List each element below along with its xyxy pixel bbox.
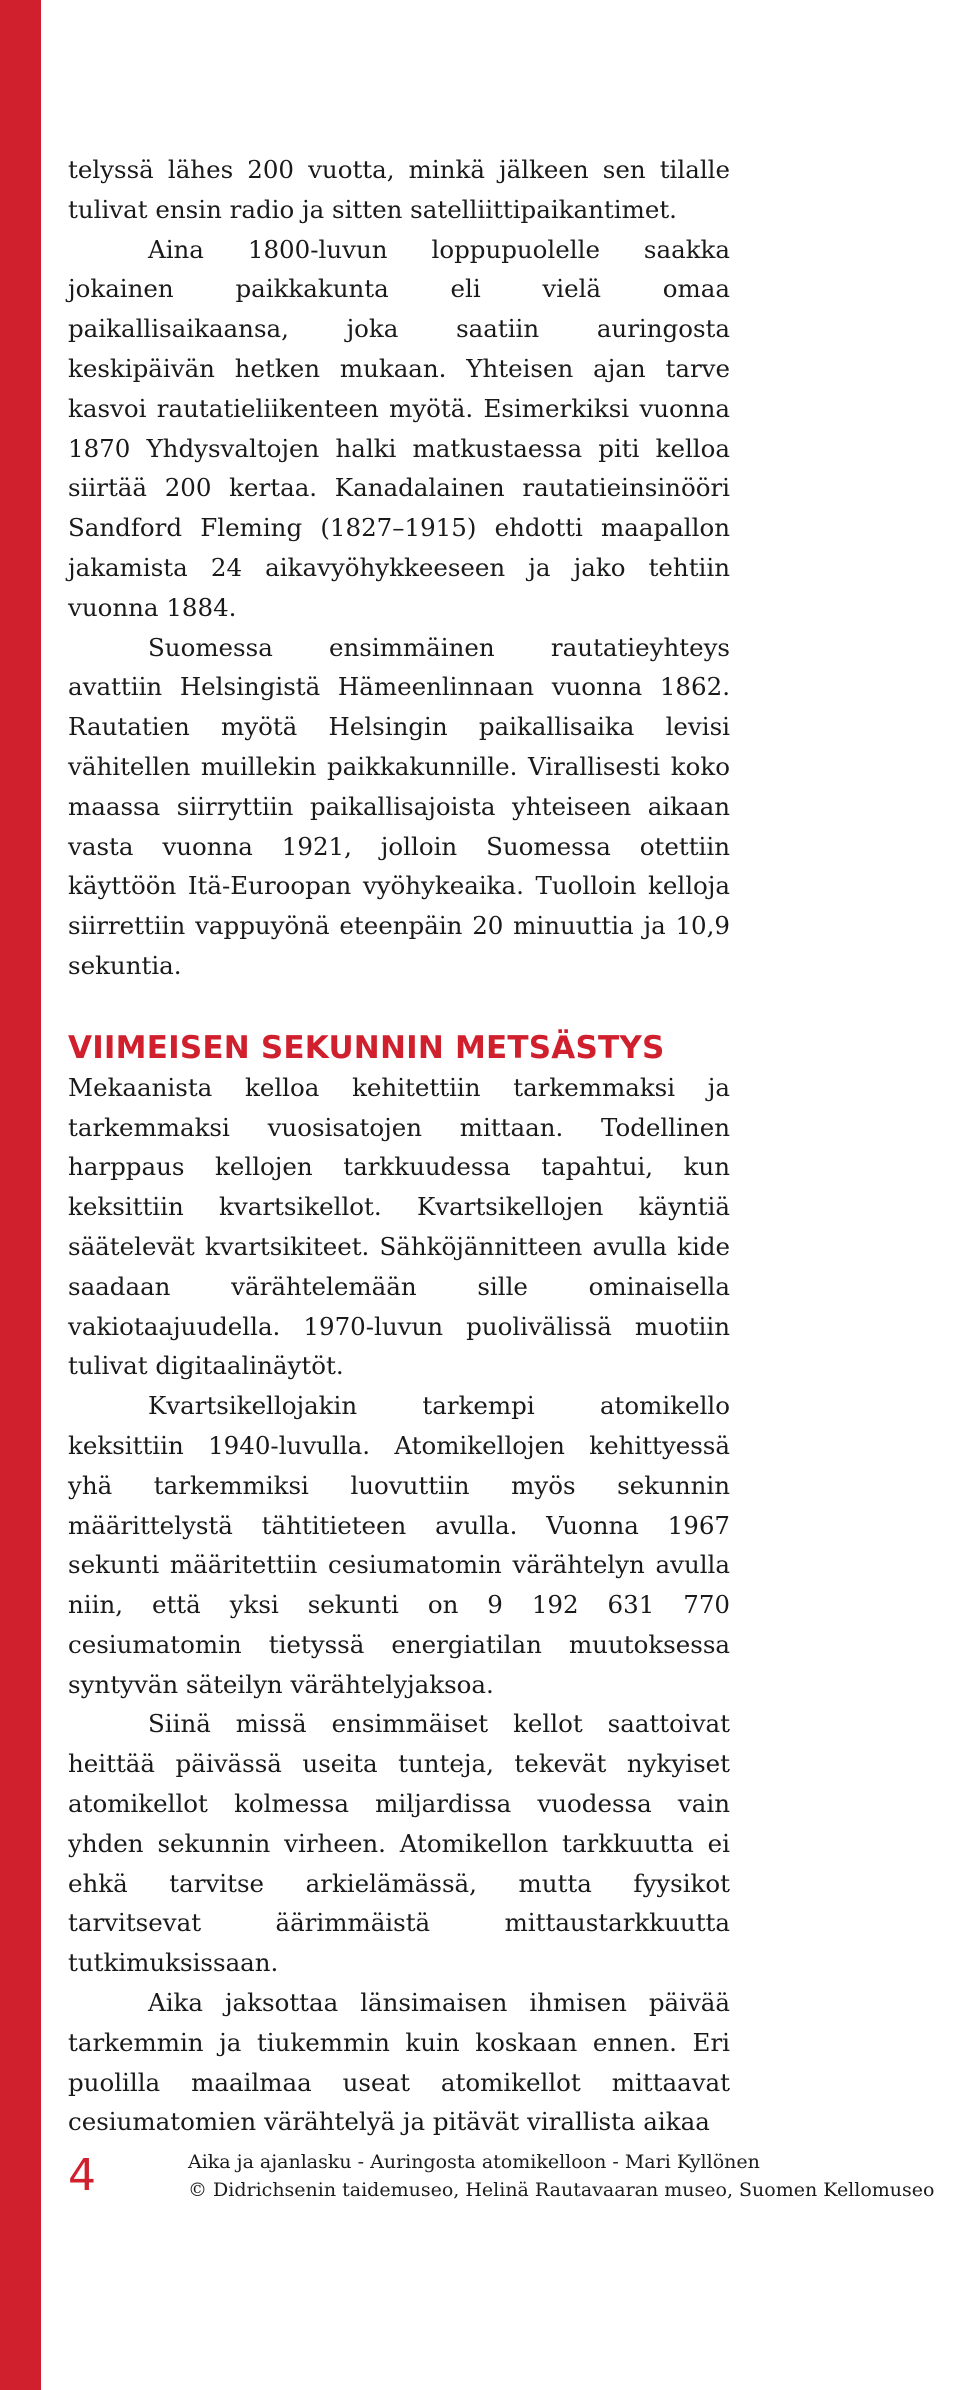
footer-copyright-line: © Didrichsenin taidemuseo, Helinä Rautavaaran museo, Suomen Kellomuseo bbox=[188, 2179, 935, 2201]
section-heading: VIIMEISEN SEKUNNIN METSÄSTYS bbox=[68, 1029, 665, 1066]
page-number: 4 bbox=[68, 2150, 96, 2201]
paragraph-accuracy: Siinä missä ensimmäiset kellot saattoivat heittää päivässä useita tunteja, tekevät nykyiset atomikellot kolmessa miljardissa vuodessa vain yhden sekunnin virheen. Atomikellon tarkkuutta ei ehkä tarvitse arkielämässä, mutta fyysikot tarvitsevat äärimmäistä mittaustarkkuutta tutkimuksissaan. bbox=[68, 1709, 730, 1978]
paragraph-quartz-clocks: Mekaanista kelloa kehitettiin tarkemmaksi ja tarkemmaksi vuosisatojen mittaan. Todellinen harppaus kellojen tarkkuudessa tapahtui, kun keksittiin kvartsikellot. Kvartsikellojen käyntiä säätelevät kvartsikiteet. Sähköjännitteen avulla kide saadaan värähtelemään sille ominaisella vakiotaajuudella. 1970-luvun puolivälissä muotiin tulivat digitaalinäytöt. bbox=[68, 1072, 730, 1381]
footer-credits bbox=[188, 2148, 934, 2204]
paragraph-atomic-clock: Kvartsikellojakin tarkempi atomikello keksittiin 1940-luvulla. Atomikellojen kehittyessä yhä tarkemmiksi luovuttiin myös sekunnin määrittelystä tähtitieteen avulla. Vuonna 1967 sekunti määritettiin cesiumatomin värähtelyn avulla niin, että yksi sekunti on 9 192 631 770 cesiumatomin tietyssä energiatilan muutoksessa syntyvän säteilyn värähtelyjaksoa. bbox=[68, 1391, 730, 1699]
article-body bbox=[68, 150, 730, 2142]
paragraph-modern-time: Aika jaksottaa länsimaisen ihmisen päivää tarkemmin ja tiukemmin kuin koskaan ennen. Eri puolilla maailmaa useat atomikellot mittaavat cesiumatomien värähtelyä ja pitävät virallista aikaa bbox=[68, 1988, 730, 2137]
footer-title-line: Aika ja ajanlasku - Auringosta atomikelloon - Mari Kyllönen bbox=[188, 2151, 760, 2173]
paragraph-finland-railway: Suomessa ensimmäinen rautatieyhteys avattiin Helsingistä Hämeenlinnaan vuonna 1862. Rautatien myötä Helsingin paikallisaika levisi vähitellen muillekin paikkakunnille. Virallisesti koko maassa siirryttiin paikallisajoista yhteiseen aikaan vasta vuonna 1921, jolloin Suomessa otettiin käyttöön Itä-Euroopan vyöhykeaika. Tuolloin kelloja siirrettiin vappuyönä eteenpäin 20 minuuttia ja 10,9 sekuntia. bbox=[68, 632, 730, 980]
paragraph-continuation: telyssä lähes 200 vuotta, minkä jälkeen sen tilalle tulivat ensin radio ja sitten satelliittipaikantimet. bbox=[68, 155, 730, 224]
page-footer bbox=[68, 2148, 948, 2228]
red-margin-bar bbox=[0, 0, 41, 2390]
paragraph-local-time: Aina 1800-luvun loppupuolelle saakka jokainen paikkakunta eli vielä omaa paikallisaikaansa, joka saatiin auringosta keskipäivän hetken mukaan. Yhteisen ajan tarve kasvoi rautatieliikenteen myötä. Esimerkiksi vuonna 1870 Yhdysvaltojen halki matkustaessa piti kelloa siirtää 200 kertaa. Kanadalainen rautatieinsinööri Sandford Fleming (1827–1915) ehdotti maapallon jakamista 24 aikavyöhykkeeseen ja jako tehtiin vuonna 1884. bbox=[68, 234, 730, 622]
